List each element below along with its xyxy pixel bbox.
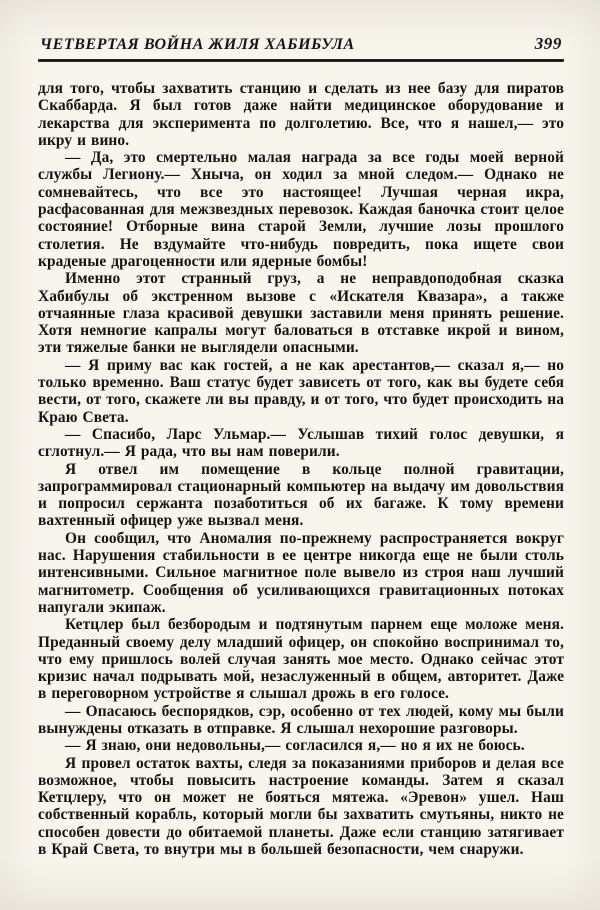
header-rule — [38, 59, 564, 62]
paragraph: Именно этот странный груз, а не неправдоподобная сказка Хабибулы об экстренном вызове с «Искателя Квазара», а также отчаянные глаза красивой девушки заставили меня принять решение. Хотя немногие капралы могут баловаться в отставке икрой и вином, эти тяжелые банки не выглядели опасными. — [38, 270, 564, 357]
paragraph: Он сообщил, что Аномалия по-прежнему распространяется вокруг нас. Нарушения стабильности в ее центре никогда еще не были столь интенсивными. Сильное магнитное поле вывело из строя наш лучший магнитометр. Сообщения об усиливающихся гравитационных потоках напугали экипаж. — [38, 529, 564, 616]
page-header — [38, 34, 564, 58]
body-text — [38, 80, 564, 858]
paragraph: — Опасаюсь беспорядков, сэр, особенно от тех людей, кому мы были вынуждены отказать в отправке. Я слышал нехорошие разговоры. — [38, 702, 564, 737]
paragraph: — Я знаю, они недовольны,— согласился я,— но я их не боюсь. — [65, 737, 525, 755]
paragraph: — Да, это смертельно малая награда за все годы моей верной службы Легиону.— Хныча, он ходил за мной следом.— Однако не сомневайтесь, что все это настоящее! Лучшая черная икра, расфасованная для межзвездных перевозок. Каждая баночка стоит целое состояние! Отборные вина старой Земли, лучшие лозы прошлого столетия. Не вздумайте что-нибудь повредить, пока ищете свои краденые драгоценности или ядерные бомбы! — [38, 149, 564, 270]
running-title: ЧЕТВЕРТАЯ ВОЙНА ЖИЛЯ ХАБИБУЛА — [40, 36, 355, 53]
paragraph: для того, чтобы захватить станцию и сделать из нее базу для пиратов Скаббарда. Я был готов даже найти медицинское оборудование и лекарства для эксперимента по долголетию. Все, что я нашел,— это икру и вино. — [38, 80, 564, 149]
paragraph: Кетцлер был безбородым и подтянутым парнем еще моложе меня. Преданный своему делу младший офицер, он спокойно воспринимал то, что ему пришлось волей случая занять мое место. Однако сейчас этот кризис начал подрывать мой, незаслуженный в общем, авторитет. Даже в переговорном устройстве я слышал дрожь в его голосе. — [38, 616, 564, 703]
paragraph: — Спасибо, Ларс Ульмар.— Услышав тихий голос девушки, я сглотнул.— Я рада, что вы нам поверили. — [38, 425, 564, 461]
paragraph: — Я приму вас как гостей, а не как арестантов,— сказал я,— но только временно. Ваш статус будет зависеть от того, как вы будете себя вести, от того, скажете ли вы правду, и от того, что будет происходить на Краю Света. — [38, 356, 564, 426]
paragraph: Я отвел им помещение в кольце полной гравитации, запрограммировал стационарный компьютер на выдачу им довольствия и попросил сержанта позаботиться об их багаже. К тому времени вахтенный офицер уже вызвал меня. — [38, 460, 564, 530]
paragraph: Я провел остаток вахты, следя за показаниями приборов и делая все возможное, чтобы повысить настроение команды. Затем я сказал Кетцлеру, что он может не бояться мятежа. «Эревон» ушел. Наш собственный корабль, который могли бы захватить смутьяны, никто не способен довести до обитаемой планеты. Даже если станцию затягивает в Край Света, то внутри мы в большей безопасности, чем снаружи. — [38, 754, 564, 859]
page-number: 399 — [534, 34, 562, 53]
